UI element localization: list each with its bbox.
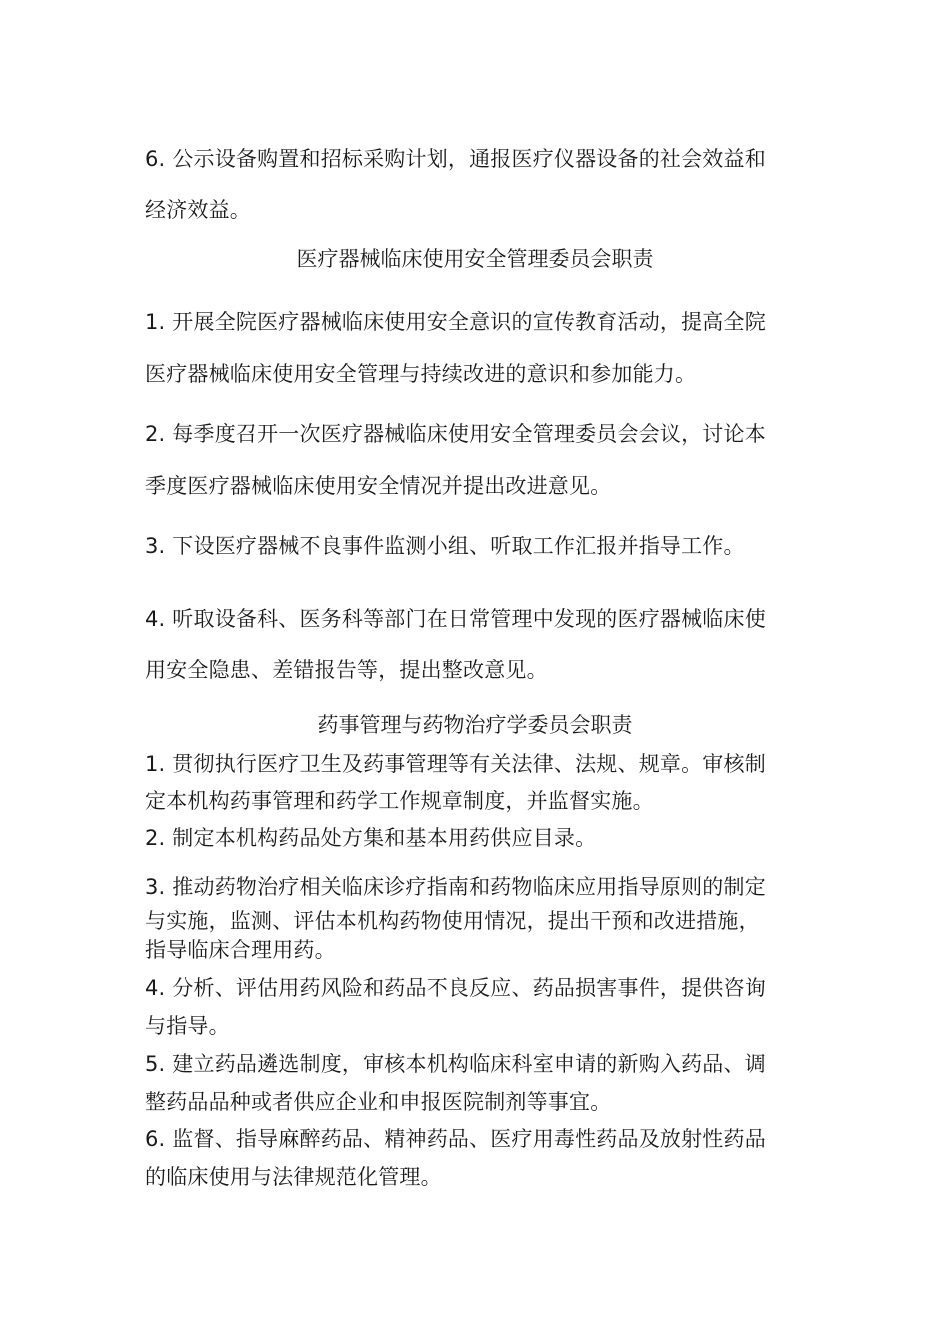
- text-line: 1. 贯彻执行医疗卫生及药事管理等有关法律、法规、规章。审核制: [145, 752, 766, 776]
- text-line: 经济效益。: [145, 198, 251, 222]
- text-line: 季度医疗器械临床使用安全情况并提出改进意见。: [145, 474, 612, 498]
- text-line: 指导临床合理用药。: [145, 938, 336, 962]
- text-line: 与实施，监测、评估本机构药物使用情况，提出干预和改进措施，: [145, 909, 760, 933]
- sec3-item-5: [145, 1045, 810, 1121]
- text-line: 3. 下设医疗器械不良事件监测小组、听取工作汇报并指导工作。: [145, 534, 745, 558]
- text-line: 4. 分析、评估用药风险和药品不良反应、药品损害事件，提供咨询: [145, 976, 766, 1000]
- section-title-medical-device: 医疗器械临床使用安全管理委员会职责: [296, 247, 654, 271]
- text-line: 与指导。: [145, 1014, 230, 1038]
- sec3-item-4: [145, 969, 810, 1045]
- text-line: 2. 制定本机构药品处方集和基本用药供应目录。: [145, 826, 597, 850]
- text-line: 1. 开展全院医疗器械临床使用安全意识的宣传教育活动，提高全院: [145, 310, 766, 334]
- text-line: 6. 公示设备购置和招标采购计划，通报医疗仪器设备的社会效益和: [145, 147, 766, 171]
- sec2-item-3: [145, 520, 810, 572]
- text-line: 定本机构药事管理和药学工作规章制度，并监督实施。: [145, 789, 654, 813]
- text-line: 用安全隐患、差错报告等，提出整改意见。: [145, 658, 548, 682]
- sec3-item-3: [145, 870, 810, 962]
- text-line: 6. 监督、指导麻醉药品、精神药品、医疗用毒性药品及放射性药品: [145, 1127, 766, 1151]
- text-line: 整药品品种或者供应企业和申报医院制剂等事宜。: [145, 1090, 612, 1114]
- sec1-item-6: [145, 134, 810, 236]
- text-line: 3. 推动药物治疗相关临床诊疗指南和药物临床应用指导原则的制定: [145, 875, 766, 899]
- text-line: 的临床使用与法律规范化管理。: [145, 1165, 442, 1189]
- sec3-item-6: [145, 1120, 810, 1196]
- sec3-item-2: [145, 820, 810, 857]
- sec3-item-1: [145, 746, 810, 820]
- sec2-item-2: [145, 408, 810, 512]
- section-title-pharmacy: 药事管理与药物治疗学委员会职责: [317, 713, 633, 737]
- text-line: 医疗器械临床使用安全管理与持续改进的意识和参加能力。: [145, 362, 697, 386]
- sec2-item-4: [145, 594, 810, 696]
- text-line: 5. 建立药品遴选制度，审核本机构临床科室申请的新购入药品、调: [145, 1052, 766, 1076]
- sec2-item-1: [145, 296, 810, 400]
- text-line: 2. 每季度召开一次医疗器械临床使用安全管理委员会会议，讨论本: [145, 422, 766, 446]
- text-line: 4. 听取设备科、医务科等部门在日常管理中发现的医疗器械临床使: [145, 607, 766, 631]
